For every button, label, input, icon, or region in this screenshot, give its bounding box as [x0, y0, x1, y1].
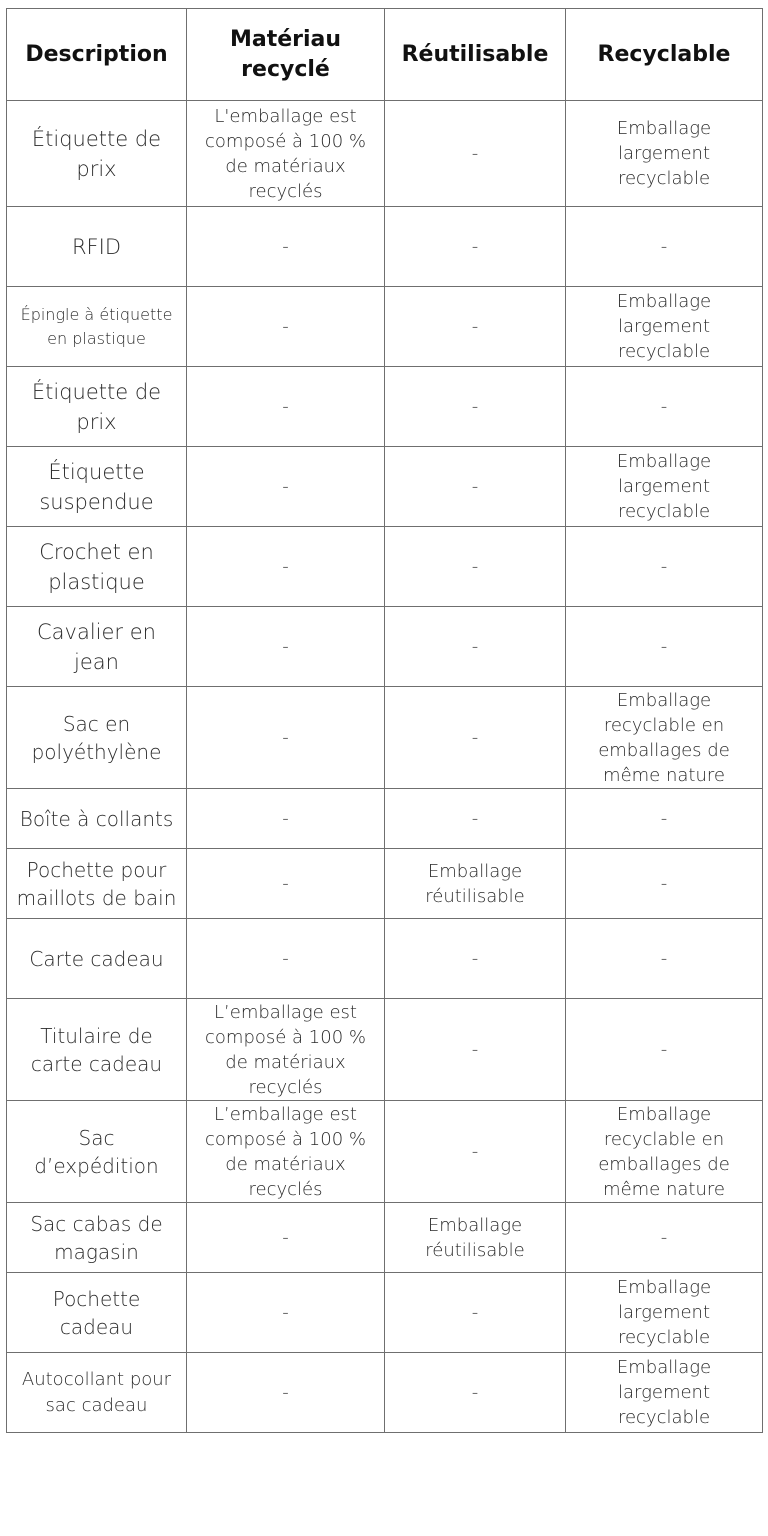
cell-recycled: -	[187, 1273, 385, 1353]
cell-recycled: -	[187, 849, 385, 919]
cell-reusable: -	[385, 207, 566, 287]
cell-recyclable: -	[566, 789, 763, 849]
cell-reusable: -	[385, 607, 566, 687]
cell-description: Pochette pour maillots de bain	[7, 849, 187, 919]
cell-recyclable: -	[566, 207, 763, 287]
cell-reusable: Emballage réutilisable	[385, 849, 566, 919]
cell-description: RFID	[7, 207, 187, 287]
cell-recycled: L’emballage est composé à 100 % de matériaux recyclés	[187, 999, 385, 1101]
cell-recyclable: -	[566, 607, 763, 687]
cell-reusable: -	[385, 1273, 566, 1353]
cell-recycled: L'emballage est composé à 100 % de matériaux recyclés	[187, 101, 385, 207]
cell-reusable: -	[385, 101, 566, 207]
cell-recyclable: Emballage largement recyclable	[566, 1273, 763, 1353]
cell-reusable: -	[385, 1101, 566, 1203]
cell-recyclable: Emballage largement recyclable	[566, 101, 763, 207]
header-recyclable: Recyclable	[566, 9, 763, 101]
cell-recycled: -	[187, 447, 385, 527]
header-reusable: Réutilisable	[385, 9, 566, 101]
cell-recycled: -	[187, 367, 385, 447]
cell-reusable: -	[385, 789, 566, 849]
table-row	[7, 1203, 763, 1273]
cell-recyclable: Emballage recyclable en emballages de même nature	[566, 1101, 763, 1203]
cell-recyclable: -	[566, 367, 763, 447]
cell-description: Étiquette suspendue	[7, 447, 187, 527]
table-row	[7, 789, 763, 849]
cell-description: Carte cadeau	[7, 919, 187, 999]
cell-description: Épingle à étiquette en plastique	[7, 287, 187, 367]
table-row	[7, 367, 763, 447]
cell-description: Crochet en plastique	[7, 527, 187, 607]
cell-reusable: -	[385, 1353, 566, 1433]
cell-recycled: -	[187, 607, 385, 687]
cell-recycled: -	[187, 919, 385, 999]
cell-recycled: -	[187, 527, 385, 607]
cell-recyclable: -	[566, 527, 763, 607]
cell-description: Titulaire de carte cadeau	[7, 999, 187, 1101]
cell-reusable: -	[385, 919, 566, 999]
cell-recyclable: Emballage largement recyclable	[566, 1353, 763, 1433]
table-row	[7, 607, 763, 687]
table-row	[7, 849, 763, 919]
cell-recyclable: -	[566, 1203, 763, 1273]
header-description: Description	[7, 9, 187, 101]
table-row	[7, 447, 763, 527]
cell-recycled: -	[187, 789, 385, 849]
table-row	[7, 287, 763, 367]
cell-reusable: Emballage réutilisable	[385, 1203, 566, 1273]
table-row	[7, 1101, 763, 1203]
table-row	[7, 527, 763, 607]
table-row	[7, 999, 763, 1101]
cell-recyclable: -	[566, 999, 763, 1101]
cell-description: Étiquette de prix	[7, 367, 187, 447]
cell-description: Sac d’expédition	[7, 1101, 187, 1203]
cell-description: Boîte à collants	[7, 789, 187, 849]
cell-recycled: -	[187, 287, 385, 367]
cell-reusable: -	[385, 527, 566, 607]
cell-reusable: -	[385, 687, 566, 789]
cell-description: Pochette cadeau	[7, 1273, 187, 1353]
header-recycled-material: Matériau recyclé	[187, 9, 385, 101]
packaging-table	[6, 8, 763, 1433]
cell-recycled: -	[187, 687, 385, 789]
cell-recyclable: Emballage largement recyclable	[566, 447, 763, 527]
cell-recyclable: Emballage recyclable en emballages de même nature	[566, 687, 763, 789]
cell-reusable: -	[385, 287, 566, 367]
cell-description: Cavalier en jean	[7, 607, 187, 687]
cell-reusable: -	[385, 447, 566, 527]
cell-recycled: -	[187, 1353, 385, 1433]
cell-recyclable: Emballage largement recyclable	[566, 287, 763, 367]
table-row	[7, 207, 763, 287]
table-row	[7, 101, 763, 207]
cell-recycled: L’emballage est composé à 100 % de matériaux recyclés	[187, 1101, 385, 1203]
table-row	[7, 1353, 763, 1433]
cell-recycled: -	[187, 1203, 385, 1273]
cell-reusable: -	[385, 999, 566, 1101]
cell-recycled: -	[187, 207, 385, 287]
cell-description: Sac cabas de magasin	[7, 1203, 187, 1273]
cell-description: Sac en polyéthylène	[7, 687, 187, 789]
table-row	[7, 919, 763, 999]
table-header-row	[7, 9, 763, 101]
cell-description: Autocollant pour sac cadeau	[7, 1353, 187, 1433]
table-row	[7, 687, 763, 789]
cell-recyclable: -	[566, 849, 763, 919]
cell-reusable: -	[385, 367, 566, 447]
cell-description: Étiquette de prix	[7, 101, 187, 207]
table-row	[7, 1273, 763, 1353]
cell-recyclable: -	[566, 919, 763, 999]
